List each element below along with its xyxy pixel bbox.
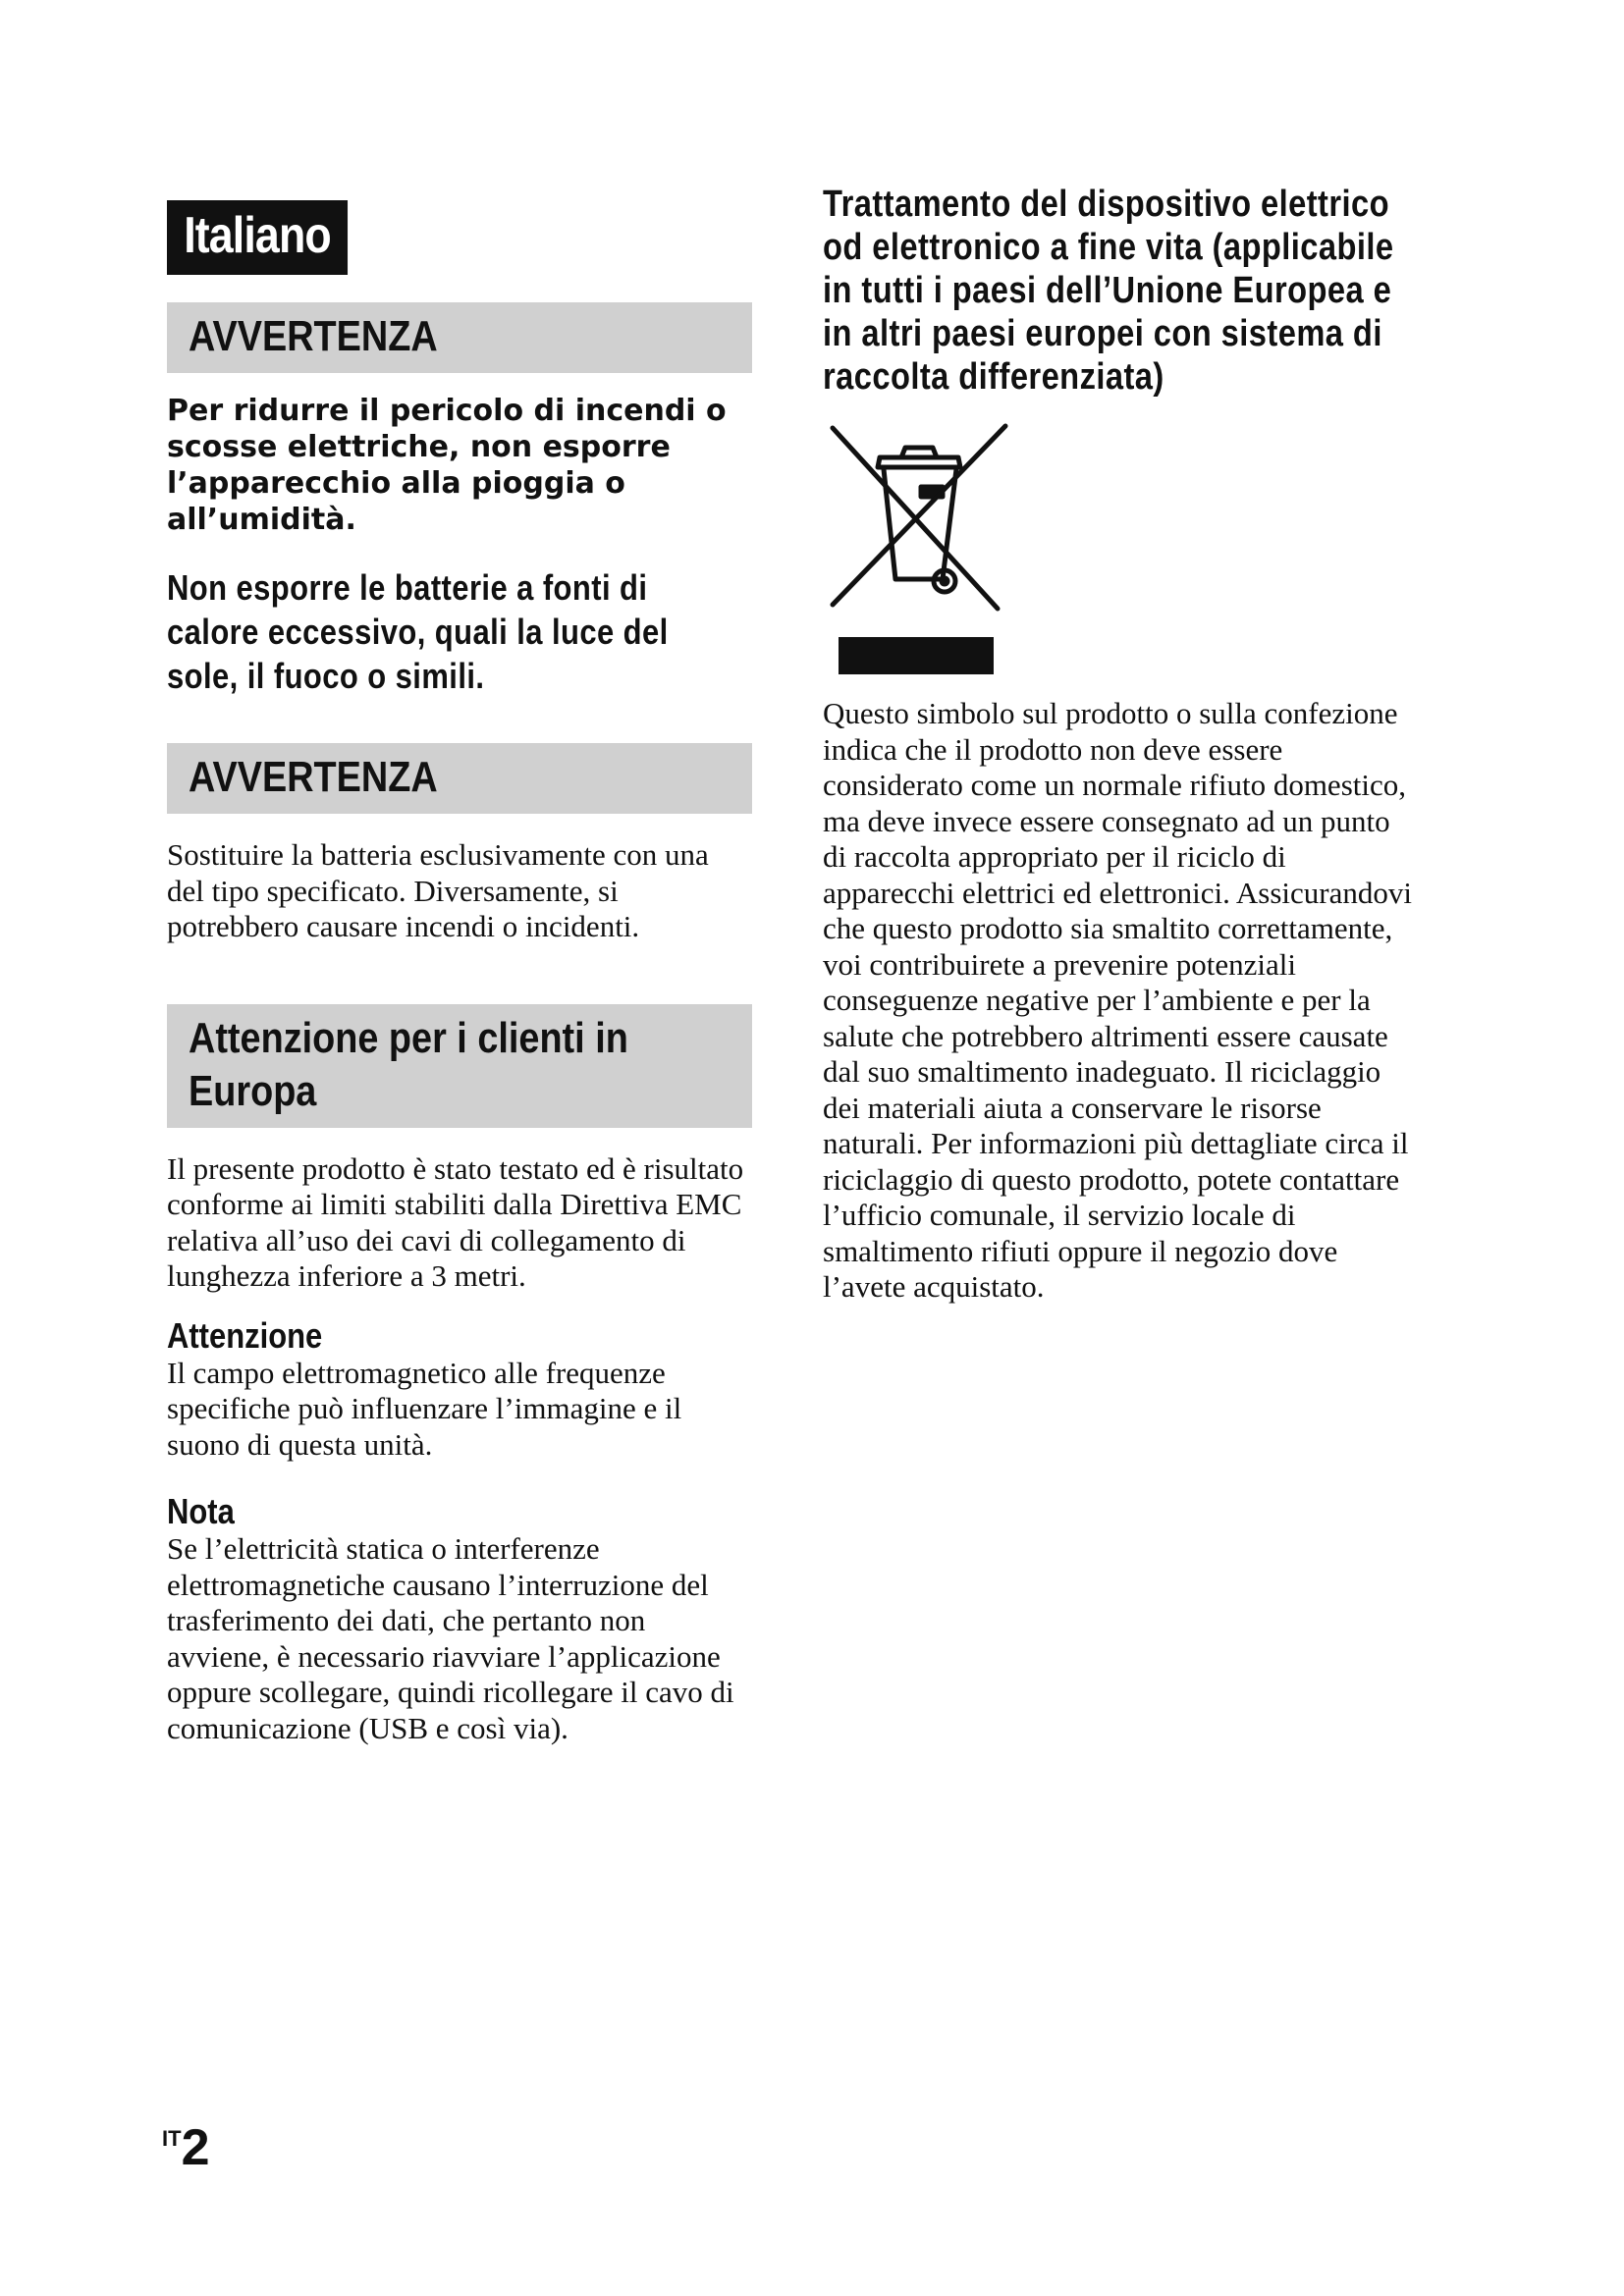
- right-column: [823, 183, 1412, 1306]
- battery-replacement-text: Sostituire la batteria esclusivamente con una del tipo specificato. Diversamente, si potrebbero causare incendi o incidenti.: [167, 837, 709, 943]
- emc-compliance-text: Il presente prodotto è stato testato ed è risultato conforme ai limiti stabiliti dalla Direttiva EMC relativa all’uso dei cavi di collegamento di lunghezza inferiore a 3 metri.: [167, 1150, 744, 1293]
- disposal-heading: Trattamento del dispositivo elettrico od elettronico a fine vita (applicabile in tutti i paesi dell’Unione Europea e in altri paesi europei con sistema di raccolta differenziata): [823, 184, 1394, 398]
- battery-warning-line: sole, il fuoco o simili.: [167, 656, 485, 696]
- warning-text-1: [167, 393, 752, 538]
- warning-heading-1: AVVERTENZA: [167, 302, 752, 373]
- page-language-code: IT: [162, 2126, 182, 2151]
- battery-warning: [167, 565, 752, 698]
- europe-heading: Attenzione per i clienti in Europa: [167, 1004, 752, 1128]
- page-number: [162, 2119, 210, 2176]
- disposal-text: Questo simbolo sul prodotto o sulla confezione indica che il prodotto non deve essere considerato come un normale rifiuto domestico, ma deve invece essere consegnato ad un punto di raccolta appropriato per il riciclo di apparecchi elettrici ed elettronici. Assicurandovi che questo prodotto sia smaltito correttamente, voi contribuirete a prevenire potenziali conseguenze negative per l’ambiente e per la salute che potrebbero altrimenti essere causate dal suo smaltimento inadeguato. Il riciclaggio dei materiali aiuta a conservare le risorse naturali. Per informazioni più dettagliate circa il riciclaggio di questo prodotto, potete contattare l’ufficio comunale, il servizio locale di smaltimento rifiuti oppure il negozio dove l’avete acquistato.: [823, 696, 1412, 1304]
- language-tab: [167, 200, 752, 275]
- warning-heading-2: AVVERTENZA: [167, 743, 752, 814]
- battery-warning-line: Non esporre le batterie a fonti di: [167, 567, 648, 608]
- note-text: Se l’elettricità statica o interferenze elettromagnetiche causano l’interruzione del trasferimento dei dati, che pertanto non avviene, è necessario riavviare l’applicazione oppure scollegare, quindi ricollegare il cavo di comunicazione (USB e così via).: [167, 1531, 734, 1745]
- warning-line: all’umidità.: [167, 503, 356, 537]
- warning-line: Per ridurre il pericolo di incendi o: [167, 394, 727, 428]
- language-tab-label: Italiano: [167, 200, 348, 275]
- attention-heading: Attenzione: [167, 1314, 323, 1356]
- warning-line: scosse elettriche, non esporre: [167, 430, 671, 464]
- page-number-value: 2: [181, 2119, 210, 2176]
- warning-line: l’apparecchio alla pioggia o: [167, 466, 625, 501]
- weee-symbol: [823, 422, 1019, 674]
- note-heading: Nota: [167, 1491, 235, 1531]
- crossed-out-wheelie-bin-icon: [823, 422, 1009, 618]
- battery-warning-line: calore eccessivo, quali la luce del: [167, 612, 669, 652]
- left-column: [167, 200, 752, 1746]
- attention-text: Il campo elettromagnetico alle frequenze specifiche può influenzare l’immagine e il suono di questa unità.: [167, 1355, 682, 1462]
- weee-bar: [839, 637, 994, 674]
